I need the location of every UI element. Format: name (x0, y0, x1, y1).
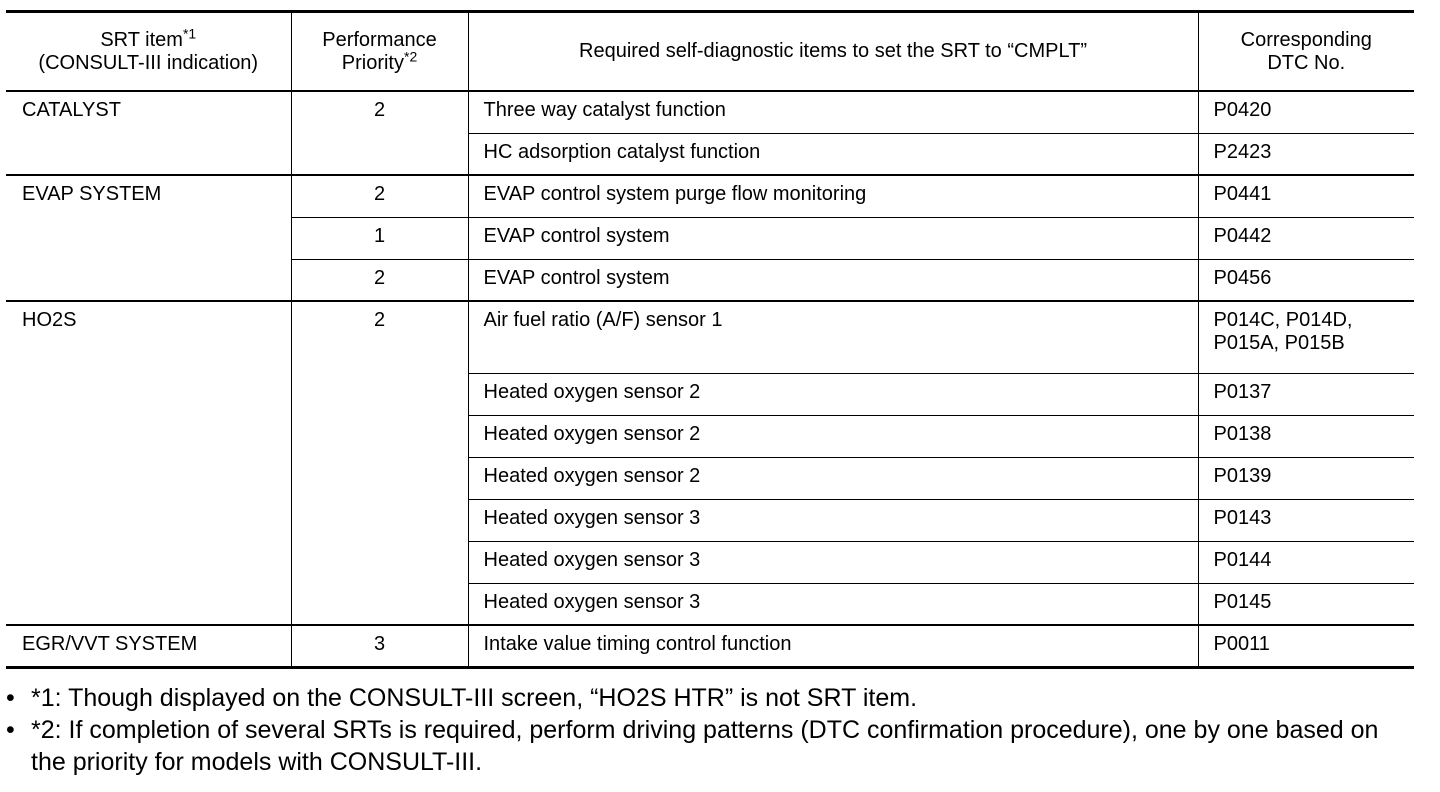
srt-item-cell: EGR/VVT SYSTEM (6, 625, 291, 667)
diag-item-cell: Heated oxygen sensor 3 (468, 499, 1198, 541)
diag-item-cell: HC adsorption catalyst function (468, 133, 1198, 175)
priority-cell: 2 (291, 259, 468, 301)
footnote-1-text: *1: Though displayed on the CONSULT-III screen, “HO2S HTR” is not SRT item. (31, 684, 918, 712)
header-dtc-line1: Corresponding (1240, 28, 1372, 51)
srt-item-cell: EVAP SYSTEM (6, 175, 291, 301)
table-row (6, 625, 1414, 667)
footnotes (6, 682, 1416, 778)
footnote-2-text: *2: If completion of several SRTs is required, perform driving patterns (DTC confirmation procedure), one by one based on the priority for models with CONSULT-III. (31, 716, 1379, 776)
priority-cell: 1 (291, 217, 468, 259)
dtc-cell: P0145 (1198, 583, 1414, 625)
dtc-line: P015A, P015B (1213, 332, 1345, 354)
diag-item-cell: EVAP control system purge flow monitoring (468, 175, 1198, 217)
bullet-icon: • (6, 684, 15, 712)
header-dtc-line2: DTC No. (1267, 51, 1346, 74)
diag-item-cell: EVAP control system (468, 217, 1198, 259)
priority-cell: 2 (291, 301, 468, 625)
diag-item-cell: EVAP control system (468, 259, 1198, 301)
diag-item-cell: Heated oxygen sensor 2 (468, 415, 1198, 457)
header-row (6, 12, 1414, 92)
dtc-cell: P0139 (1198, 457, 1414, 499)
footnote-1 (6, 682, 1416, 714)
diag-item-cell: Heated oxygen sensor 3 (468, 583, 1198, 625)
priority-cell: 2 (291, 91, 468, 175)
header-srt-item-label: SRT item (100, 28, 183, 51)
dtc-cell: P0456 (1198, 259, 1414, 301)
header-required-label: Required self-diagnostic items to set the SRT to “CMPLT” (579, 40, 1087, 62)
dtc-cell: P0138 (1198, 415, 1414, 457)
header-priority-line2: Priority (341, 51, 404, 74)
diag-item-cell: Heated oxygen sensor 3 (468, 541, 1198, 583)
header-priority (291, 12, 468, 92)
srt-item-cell: CATALYST (6, 91, 291, 175)
dtc-cell: P0143 (1198, 499, 1414, 541)
dtc-cell: P0144 (1198, 541, 1414, 583)
srt-table (6, 10, 1414, 669)
bullet-icon: • (6, 716, 15, 744)
dtc-cell: P0137 (1198, 373, 1414, 415)
header-srt-item (6, 12, 291, 92)
priority-cell: 2 (291, 175, 468, 217)
dtc-cell: P2423 (1198, 133, 1414, 175)
header-required-items (468, 12, 1198, 92)
footnote-2 (6, 714, 1416, 778)
header-priority-footnote: *2 (404, 47, 418, 64)
dtc-cell: P0011 (1198, 625, 1414, 667)
priority-cell: 3 (291, 625, 468, 667)
dtc-line: P014C, P014D, (1213, 309, 1353, 331)
dtc-cell: P0420 (1198, 91, 1414, 133)
table-row (6, 91, 1414, 133)
diag-item-cell: Air fuel ratio (A/F) sensor 1 (468, 301, 1198, 373)
header-srt-item-sub: (CONSULT-III indication) (38, 51, 259, 74)
diag-item-cell: Heated oxygen sensor 2 (468, 457, 1198, 499)
table-row (6, 175, 1414, 217)
diag-item-cell: Three way catalyst function (468, 91, 1198, 133)
header-priority-line1: Performance (322, 28, 437, 51)
dtc-cell: P0442 (1198, 217, 1414, 259)
table-row (6, 301, 1414, 373)
dtc-cell: P0441 (1198, 175, 1414, 217)
header-srt-item-footnote: *1 (182, 24, 197, 41)
header-dtc (1198, 12, 1414, 92)
diag-item-cell: Intake value timing control function (468, 625, 1198, 667)
dtc-cell (1198, 301, 1414, 373)
diag-item-cell: Heated oxygen sensor 2 (468, 373, 1198, 415)
srt-item-cell: HO2S (6, 301, 291, 625)
